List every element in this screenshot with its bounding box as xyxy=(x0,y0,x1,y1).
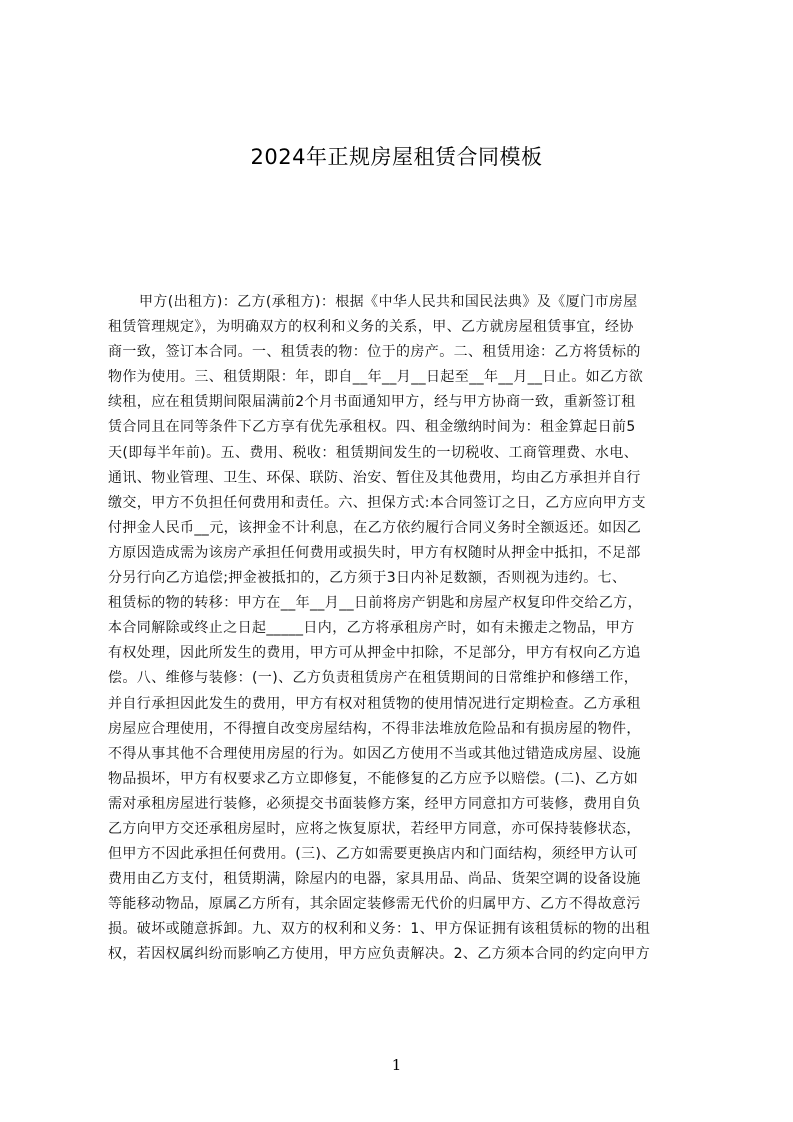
body-line: 缴交，甲方不负担任何费用和责任。六、担保方式:本合同签订之日，乙方应向甲方支 xyxy=(108,494,646,511)
body-line: 房屋应合理使用，不得擅自改变房屋结构，不得非法堆放危险品和有损房屋的物件， xyxy=(108,720,641,737)
body-line: 方原因造成需为该房产承担任何费用或损失时，甲方有权随时从押金中抵扣，不足部 xyxy=(108,544,641,561)
body-line: 需对承租房屋进行装修，必须提交书面装修方案，经甲方同意扣方可装修，费用自负 xyxy=(108,795,641,812)
document-body xyxy=(108,290,698,1020)
body-line: 偿。八、维修与装修：(一)、乙方负责租赁房产在租赁期间的日常维护和修缮工作， xyxy=(108,670,639,687)
document-title: 2024年正规房屋租赁合同模板 xyxy=(250,145,543,169)
body-line: 等能移动物品，原属乙方所有，其余固定装修需无代价的归属甲方、乙方不得故意污 xyxy=(108,896,641,913)
page-number: 1 xyxy=(391,1056,402,1074)
body-line: 天(即每半年前)。五、费用、税收：租赁期间发生的一切税收、工商管理费、水电、 xyxy=(108,444,639,461)
body-line: 续租，应在租赁期间限届满前2个月书面通知甲方，经与甲方协商一致，重新签订租 xyxy=(108,394,636,411)
body-line: 商一致，签订本合同。一、租赁表的物：位于的房产。二、租赁用途：乙方将赁标的 xyxy=(108,344,641,361)
body-line: 赁合同且在同等条件下乙方享有优先承租权。四、租金缴纳时间为：租金算起日前5 xyxy=(108,419,636,436)
body-line: 权，若因权属纠纷而影响乙方使用，甲方应负责解决。2、乙方须本合同的约定向甲方 xyxy=(108,946,651,963)
body-line: 有权处理，因此所发生的费用，甲方可从押金中扣除，不足部分，甲方有权向乙方追 xyxy=(108,645,641,662)
body-line: 分另行向乙方追偿;押金被抵扣的，乙方须于3日内补足数额，否则视为违约。七、 xyxy=(108,570,627,587)
body-line: 租赁标的物的转移：甲方在__年__月__日前将房产钥匙和房屋产权复印件交给乙方， xyxy=(108,595,642,612)
body-line: 不得从事其他不合理使用房屋的行为。如因乙方使用不当或其他过错造成房屋、设施 xyxy=(108,745,641,762)
body-line: 甲方(出租方)：乙方(承租方)：根据《中华人民共和国民法典》及《厦门市房屋 xyxy=(139,294,638,310)
body-line: 付押金人民币__元，该押金不计利息，在乙方依约履行合同义务时全额返还。如因乙 xyxy=(108,519,642,536)
body-line: 本合同解除或终止之日起_____日内，乙方将承租房产时，如有未搬走之物品，甲方 xyxy=(108,620,635,637)
body-line: 物品损坏，甲方有权要求乙方立即修复，不能修复的乙方应予以赔偿。(二)、乙方如 xyxy=(108,770,639,787)
body-line: 通讯、物业管理、卫生、环保、联防、治安、暂住及其他费用，均由乙方承担并自行 xyxy=(108,469,641,486)
body-line: 损。破坏或随意拆卸。九、双方的权利和义务：1、甲方保证拥有该租赁标的物的出租 xyxy=(108,921,651,938)
body-line: 费用由乙方支付，租赁期满，除屋内的电器，家具用品、尚品、货架空调的设备设施 xyxy=(108,871,641,888)
body-line: 物作为使用。三、租赁期限：年，即自__年__月__日起至__年__月__日止。如乙方欲 xyxy=(108,369,644,386)
body-line: 乙方向甲方交还承租房屋时，应将之恢复原状，若经甲方同意，亦可保持装修状态， xyxy=(108,820,641,837)
body-line: 并自行承担因此发生的费用，甲方有权对租赁物的使用情况进行定期检查。乙方承租 xyxy=(108,695,641,712)
body-line: 但甲方不因此承担任何费用。(三)、乙方如需要更换店内和门面结构，须经甲方认可 xyxy=(108,846,639,863)
body-line: 租赁管理规定》，为明确双方的权利和义务的关系，甲、乙方就房屋租赁事宜，经协 xyxy=(108,319,634,336)
